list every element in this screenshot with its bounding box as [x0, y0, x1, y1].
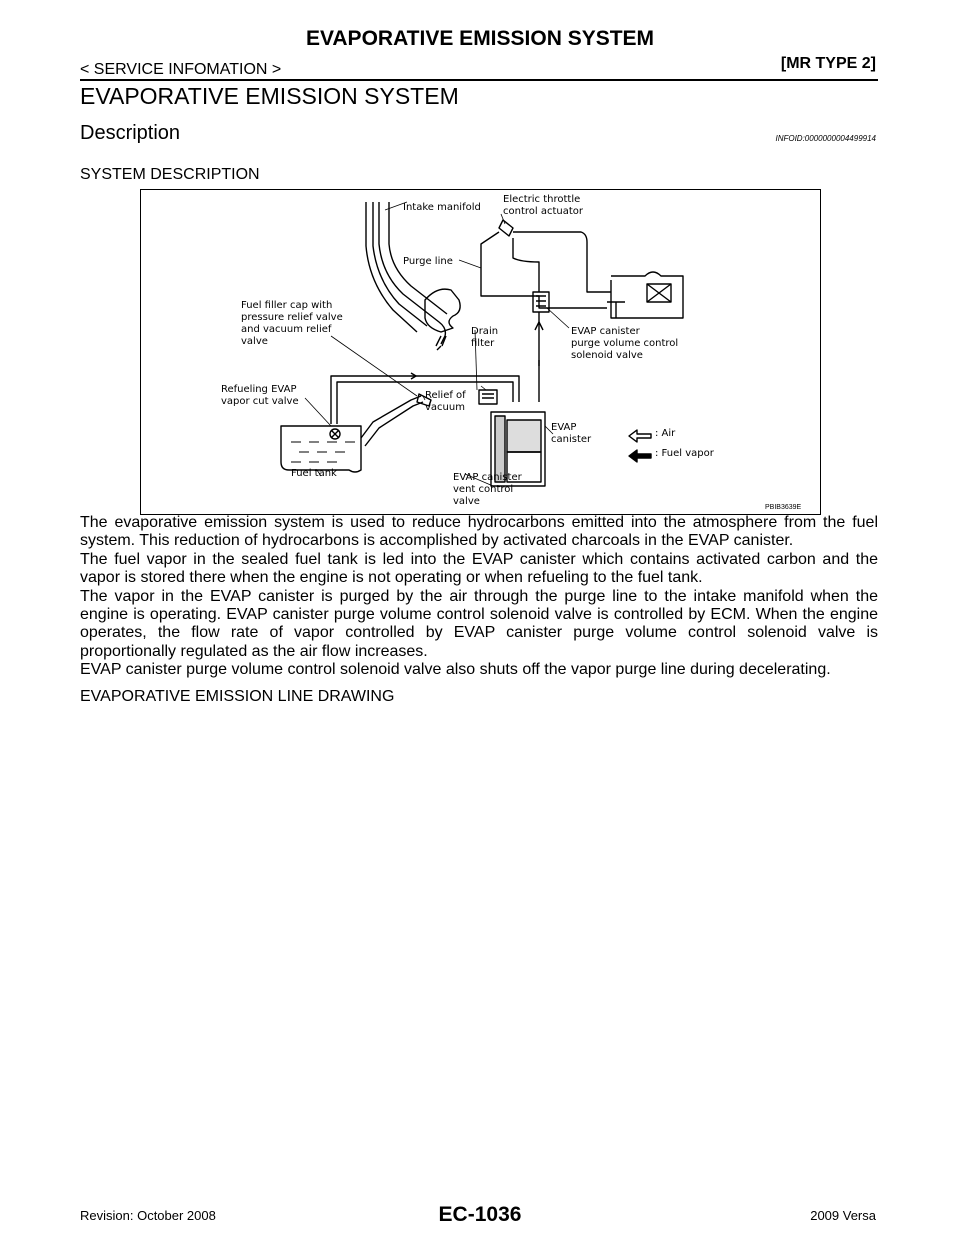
label-fuel-tank: Fuel tank [291, 468, 337, 479]
page-title: EVAPORATIVE EMISSION SYSTEM [80, 83, 459, 109]
label-evap-canister: EVAP canister [551, 422, 592, 445]
diagram-canvas [141, 190, 822, 516]
label-electric-throttle: Electric throttle control actuator [503, 194, 584, 217]
label-vent-valve: EVAP canister vent control valve [453, 472, 522, 507]
label-refueling-evap: Refueling EVAP vapor cut valve [221, 384, 299, 407]
system-description-heading: SYSTEM DESCRIPTION [80, 166, 260, 183]
fuel-tank-shape [281, 426, 361, 472]
footer-page-number: EC-1036 [438, 1203, 522, 1226]
body-text [80, 514, 878, 680]
label-drain-filter: Drain filter [471, 326, 499, 349]
label-relief-vacuum: Relief of vacuum [425, 390, 466, 413]
label-purge-line: Purge line [403, 256, 453, 267]
paragraph-3: The vapor in the EVAP canister is purged by the air through the purge line to the intake manifold when the engine is operating. EVAP canister purge volume control solenoid valve is controlled by ECM. When the engine operates, the flow rate of vapor controlled by EVAP canister purge volume control solenoid valve is proportionally regulated as the air flow increases. [80, 587, 878, 660]
footer-revision: Revision: October 2008 [80, 1208, 216, 1223]
header-rule [80, 79, 878, 81]
header-section: < SERVICE INFOMATION > [80, 61, 282, 78]
header-title: EVAPORATIVE EMISSION SYSTEM [305, 27, 655, 50]
purge-solenoid-valve [533, 292, 549, 312]
description-heading: Description [80, 122, 181, 144]
legend-air-arrow [629, 430, 651, 442]
info-id: INFOID:0000000004499914 [775, 134, 876, 143]
header-type: [MR TYPE 2] [780, 55, 876, 72]
legend-fuel-vapor-label: : Fuel vapor [655, 448, 714, 459]
figure-code: PBIB3639E [765, 504, 802, 511]
label-fuel-filler-cap: Fuel filler cap with pressure relief valve and vacuum relief valve [241, 300, 343, 347]
label-purge-valve: EVAP canister purge volume control solenoid valve [571, 326, 679, 361]
filler-neck-shape [361, 396, 421, 438]
paragraph-2: The fuel vapor in the sealed fuel tank is led into the EVAP canister which contains activated carbon and the vapor is stored there when the engine is not operating or when refueling to the fuel tank. [80, 550, 878, 587]
label-intake-manifold: Intake manifold [403, 202, 481, 213]
evap-system-diagram [140, 189, 821, 515]
footer-model: 2009 Versa [810, 1208, 876, 1223]
paragraph-1: The evaporative emission system is used to reduce hydrocarbons emitted into the atmosphere from the fuel system. This reduction of hydrocarbons is accomplished by activated charcoals in the EVAP canister. [80, 514, 878, 550]
line-drawing-heading: EVAPORATIVE EMISSION LINE DRAWING [80, 688, 395, 705]
legend-air-label: : Air [655, 428, 676, 439]
legend-fuel-arrow [629, 450, 651, 462]
paragraph-4: EVAP canister purge volume control solenoid valve also shuts off the vapor purge line during decelerating. [80, 661, 831, 679]
